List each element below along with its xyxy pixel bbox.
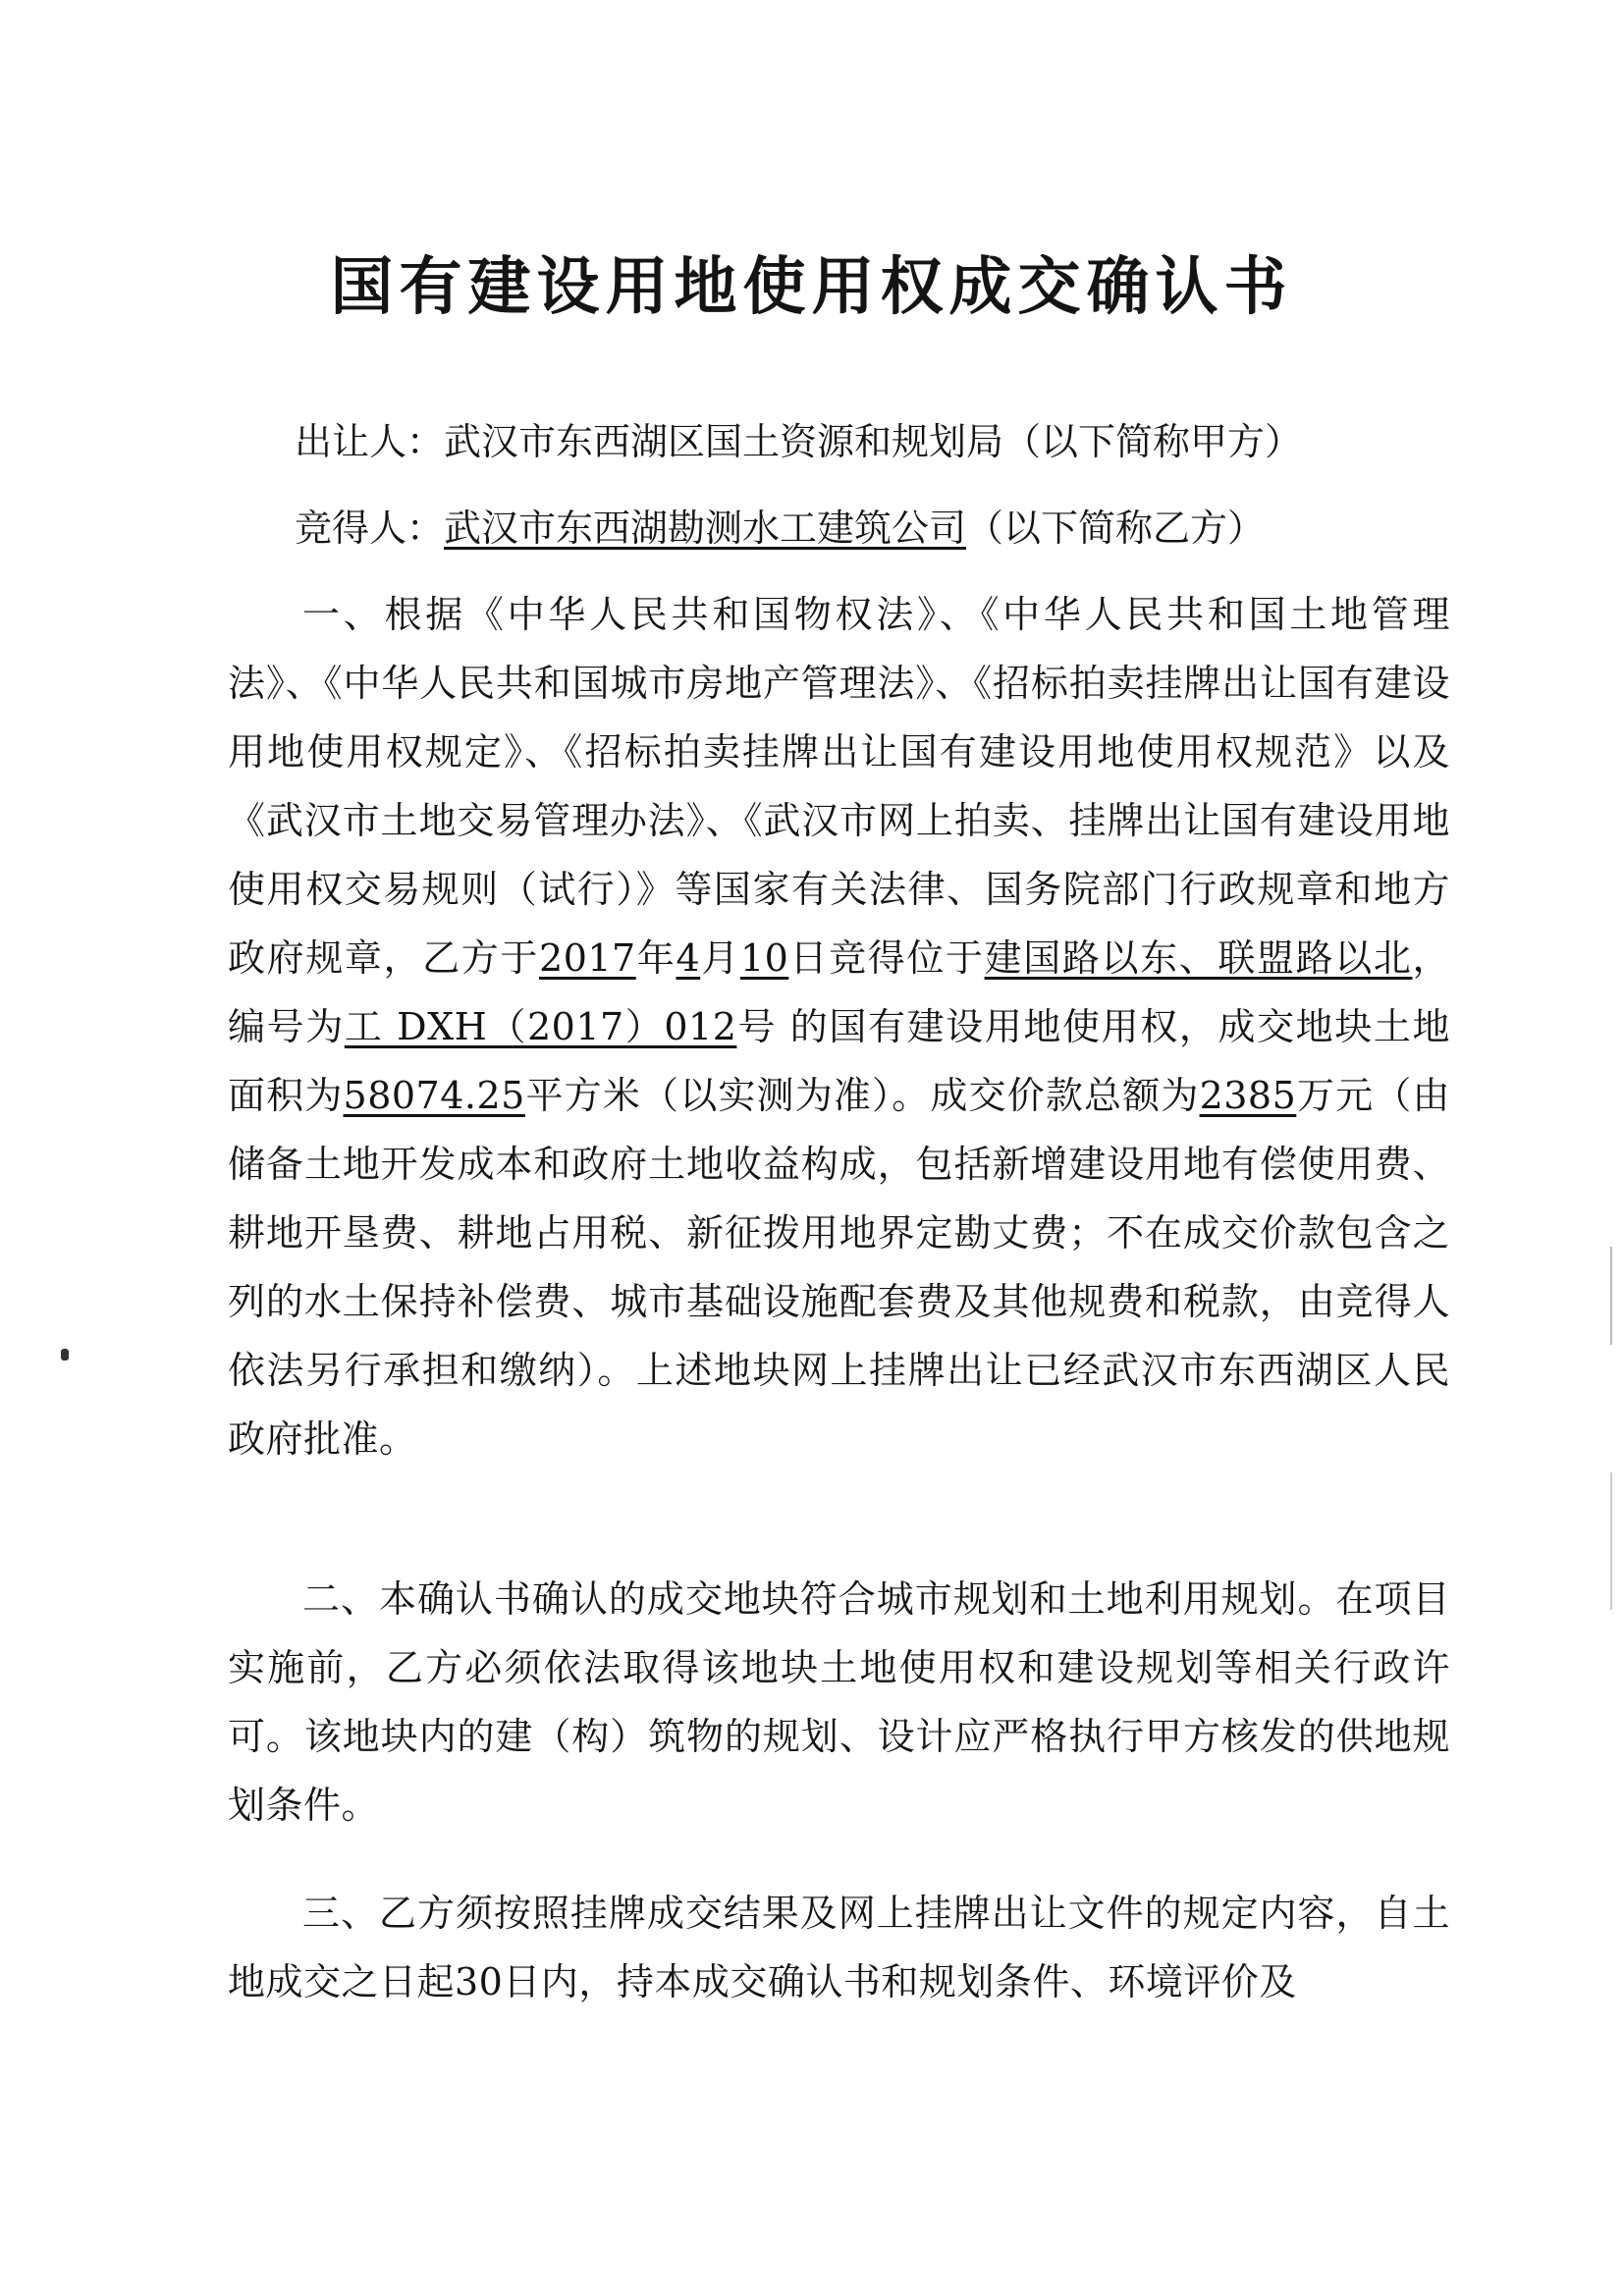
bidder-label: 竞得人： <box>295 507 445 550</box>
plot-location: 建国路以东、联盟路以北 <box>984 936 1413 980</box>
scan-edge-mark <box>1610 1247 1612 1345</box>
scan-speck <box>61 1349 69 1361</box>
plot-code-label: ，编号为 <box>228 936 1450 1048</box>
plot-area: 58074.25 <box>343 1074 525 1117</box>
document-title: 国有建设用地使用权成交确认书 <box>330 251 1293 324</box>
clause-1-text-b: 万元（由储备土地开发成本和政府土地收益构成，包括新增建设用地有偿使用费、耕地开垦费、耕地占用税、新征拨用地界定勘丈费；不在成交价款包含之列的水土保持补偿费、城市基础设施配套费及其他规费和税款，由竞得人依法另行承担和缴纳）。上述地块网上挂牌出让已经武汉市东西湖区人民政府批准。 <box>228 1074 1450 1461</box>
total-price-label: 平方米（以实测为准）。成交价款总额为 <box>524 1074 1200 1117</box>
deal-day-unit: 日竞得位于 <box>788 936 985 980</box>
transferor-line <box>295 412 1302 471</box>
deal-year-unit: 年 <box>635 936 676 980</box>
bidder-name: 武汉市东西湖勘测水工建筑公司 <box>444 507 967 550</box>
clause-1-text-a: 一、根据《中华人民共和国物权法》、《中华人民共和国土地管理法》、《中华人民共和国城市房地产管理法》、《招标拍卖挂牌出让国有建设用地使用权规定》、《招标拍卖挂牌出让国有建设用地使用权规范》以及《武汉市土地交易管理办法》、《武汉市网上拍卖、挂牌出让国有建设用地使用权交易规则（试行）》等国家有关法律、国务院部门行政规章和地方政府规章，乙方于 <box>228 593 1450 980</box>
clause-2: 二、本确认书确认的成交地块符合城市规划和土地利用规划。在项目实施前，乙方必须依法取得该地块土地使用权和建设规划等相关行政许可。该地块内的建（构）筑物的规划、设计应严格执行甲方核发的供地规划条件。 <box>228 1577 1450 1827</box>
deal-month-unit: 月 <box>700 936 740 980</box>
transferor-suffix: （以下简称甲方） <box>1003 420 1303 463</box>
bidder-suffix: （以下简称乙方） <box>966 507 1266 550</box>
plot-code: 工 DXH（2017）012 <box>344 1005 737 1048</box>
clause-3: 三、乙方须按照挂牌成交结果及网上挂牌出让文件的规定内容，自土地成交之日起30日内，持本成交确认书和规划条件、环境评价及 <box>228 1892 1450 2003</box>
plot-area-label: 号 的国有建设用地使用权，成交地块土地面积为 <box>228 1005 1450 1117</box>
scan-edge-mark <box>1610 1472 1612 1610</box>
transferor-name: 武汉市东西湖区国土资源和规划局 <box>444 420 1004 463</box>
deal-month: 4 <box>676 936 701 980</box>
transferor-label: 出让人： <box>295 420 445 463</box>
clause-1 <box>228 580 1450 1473</box>
deal-year: 2017 <box>539 936 636 980</box>
total-price: 2385 <box>1199 1074 1297 1117</box>
bidder-line <box>295 499 1265 558</box>
deal-day: 10 <box>739 936 789 980</box>
